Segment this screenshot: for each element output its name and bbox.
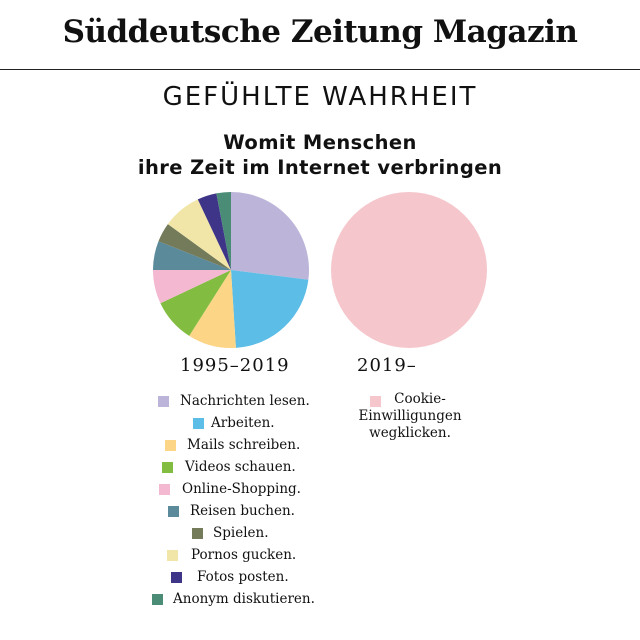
legend-label: Fotos posten.	[197, 569, 289, 585]
legend-item	[140, 478, 330, 500]
legend-past	[140, 390, 330, 610]
chart-title-line-2: ihre Zeit im Internet verbringen	[137, 156, 503, 179]
legend-item	[140, 500, 330, 522]
legend-item	[140, 412, 330, 434]
legend-label: Anonym diskutieren.	[173, 591, 315, 607]
period-label-present: 2019–	[357, 355, 417, 376]
pie-0-slice-0	[231, 192, 309, 280]
masthead	[0, 0, 640, 70]
headline: GEFÜHLTE WAHRHEIT	[162, 82, 478, 112]
pie-0-slice-1	[231, 270, 308, 348]
pie-charts	[0, 180, 640, 360]
legend-label: Pornos gucken.	[191, 547, 297, 563]
legend-item	[140, 588, 330, 610]
period-label-past: 1995–2019	[180, 355, 290, 376]
legend-swatch	[167, 550, 178, 561]
legend-swatch	[159, 484, 170, 495]
chart-title-line-1: Womit Menschen	[223, 131, 417, 154]
legend-label: Spielen.	[213, 525, 269, 541]
legend-swatch	[171, 572, 182, 583]
legend-swatch	[158, 396, 169, 407]
legend-label: Nachrichten lesen.	[180, 393, 310, 409]
legend-item	[140, 434, 330, 456]
masthead-logo: Süddeutsche Zeitung Magazin	[62, 14, 578, 50]
legend-swatch	[165, 440, 176, 451]
legend-swatch	[162, 462, 173, 473]
chart-title	[0, 130, 640, 180]
legend-swatch	[193, 418, 204, 429]
legend-label: Videos schauen.	[185, 459, 296, 475]
legend-label: Online-Shopping.	[182, 481, 301, 497]
legend-item	[340, 390, 500, 450]
legend-item	[140, 566, 330, 588]
pie-1-slice-0	[331, 192, 487, 348]
legend-item	[140, 544, 330, 566]
legend-label: Mails schreiben.	[187, 437, 301, 453]
legend-swatch	[192, 528, 203, 539]
legend-swatch	[152, 594, 163, 605]
legend-item	[140, 522, 330, 544]
legend-swatch	[168, 506, 179, 517]
legend-present	[340, 390, 500, 450]
legend-label: Reisen buchen.	[190, 503, 295, 519]
legend-label: Cookie- Einwilligungen wegklicken.	[358, 391, 462, 441]
legend-label: Arbeiten.	[211, 415, 275, 431]
legend-item	[140, 390, 330, 412]
legend-item	[140, 456, 330, 478]
